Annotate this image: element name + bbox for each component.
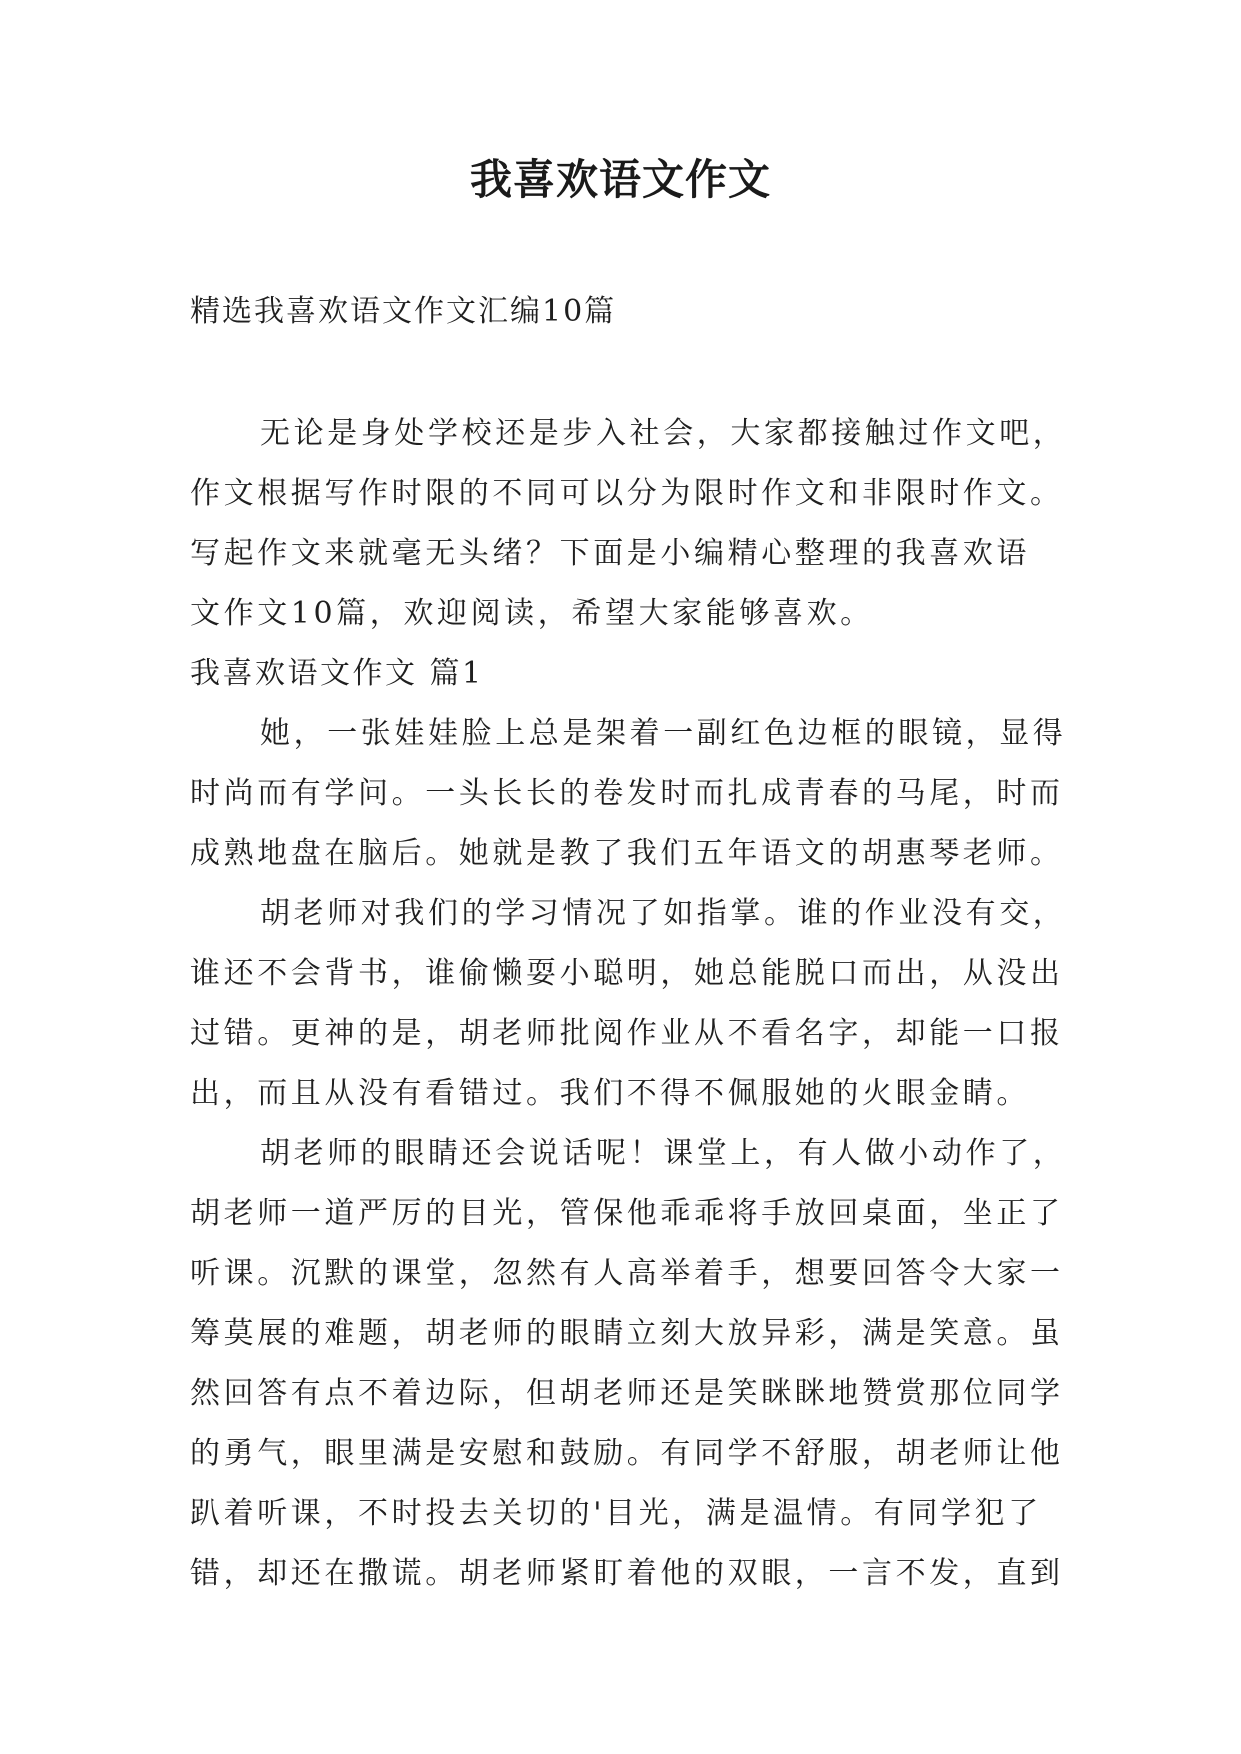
text-line: 写起作文来就毫无头绪？下面是小编精心整理的我喜欢语 [190,536,1030,571]
document-body [190,404,1070,1604]
text-line: 谁还不会背书，谁偷懒耍小聪明，她总能脱口而出，从没出 [190,956,1064,991]
section-heading: 我喜欢语文作文 篇1 [190,656,484,691]
text-line: 时尚而有学问。一头长长的卷发时而扎成青春的马尾，时而 [190,776,1064,811]
text-line: 胡老师对我们的学习情况了如指掌。谁的作业没有交， [260,896,1067,931]
text-line: 胡老师一道严厉的目光，管保他乖乖将手放回桌面，坐正了 [190,1196,1064,1231]
document-subtitle: 精选我喜欢语文作文汇编10篇 [190,294,617,329]
text-line: 成熟地盘在脑后。她就是教了我们五年语文的胡惠琴老师。 [190,836,1064,871]
text-line: 听课。沉默的课堂，忽然有人高举着手，想要回答令大家一 [190,1256,1064,1291]
text-line: 她，一张娃娃脸上总是架着一副红色边框的眼镜，显得 [260,716,1067,751]
text-line: 作文根据写作时限的不同可以分为限时作文和非限时作文。 [190,476,1064,511]
text-line: 然回答有点不着边际，但胡老师还是笑眯眯地赞赏那位同学 [190,1376,1064,1411]
text-line: 无论是身处学校还是步入社会，大家都接触过作文吧， [260,416,1067,451]
text-line: 胡老师的眼睛还会说话呢！课堂上，有人做小动作了， [260,1136,1067,1171]
document-title: 我喜欢语文作文 [469,155,771,204]
text-line: 筹莫展的难题，胡老师的眼睛立刻大放异彩，满是笑意。虽 [190,1316,1064,1351]
text-line: 出，而且从没有看错过。我们不得不佩服她的火眼金睛。 [190,1076,1030,1111]
text-line: 的勇气，眼里满是安慰和鼓励。有同学不舒服，胡老师让他 [190,1436,1064,1471]
text-line: 过错。更神的是，胡老师批阅作业从不看名字，却能一口报 [190,1016,1064,1051]
text-line: 文作文10篇，欢迎阅读，希望大家能够喜欢。 [190,596,874,631]
text-line: 错，却还在撒谎。胡老师紧盯着他的双眼，一言不发，直到 [190,1556,1064,1591]
text-line: 趴着听课，不时投去关切的'目光，满是温情。有同学犯了 [190,1496,1042,1531]
